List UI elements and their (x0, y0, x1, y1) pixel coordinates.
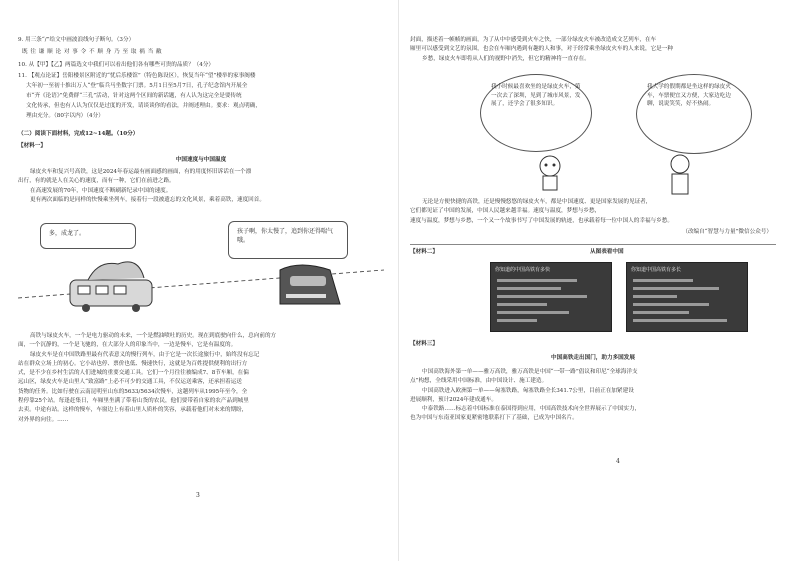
text-line: 点”构想，全线采用中国标准，由中国设计、施工建造。 (410, 378, 548, 385)
text-line: 高铁与绿皮火车，一个是电力驱动的未来，一个是燃油喷吐的历史。现在到底驶向什么，总向前的方 (30, 333, 277, 339)
text-line: 中国高铁海外第一单——雅万高铁，雅万高铁是中国“一带一路”倡议和印尼“全球海洋支 (422, 369, 638, 375)
text-line: 在高速发展的70年，中国速度不断刷新纪录中国的速度。 (30, 187, 172, 194)
divider (410, 244, 776, 245)
bar (633, 319, 727, 322)
bar (633, 279, 693, 282)
speech-bubble-left (40, 223, 136, 249)
text-line: 更有两次面临的是同样的快慢乘坐列车，接着行一段被遗忘的文化风景，乘着高铁，速度回首。 (30, 196, 265, 203)
q11-line: 11. 【观点论证】岳阳楼景区附近的“忧后乐楼馆”（特色陈设区），恢复当年“望”楼举的家事阁楼 (18, 73, 256, 79)
bubble-text: 我大学的假期都是坐这样的绿皮火车，车票便宜又方便，大家边吃边聊，说说笑笑，好不热闹。 (647, 84, 731, 107)
q11-line: 理由充分。（80字以内）（4分） (26, 113, 104, 119)
material-1-intro (18, 168, 384, 205)
source-note: （改编自“智慧与力量”微信公众号） (682, 229, 772, 235)
text-line: 面，一个沉静的，一个是飞驰的，在大部分人的印象当中，一边是慢车，它是有温度的。 (18, 342, 237, 349)
text-line: 绿皮火车是在中国铁路里最有代表意义的慢行列车，由于它是一次长途旅行中，始终没有忘记 (30, 351, 260, 358)
bubble-text: 孩子啊，你太慢了，追到你还得喘气哦。 (237, 228, 334, 244)
text-line: 出行，有的就是人在关心的速度，而有一种，它们在前进之路。 (18, 178, 175, 185)
text-line: 站在群众立场上的初心。它小站也停、票价也低、慢速快行，这就是为百姓提供便利的出行方 (18, 360, 248, 367)
bar (497, 279, 577, 282)
right-page (410, 18, 776, 518)
speech-bubble-child (480, 74, 592, 152)
text-line: 绿皮火车和复兴号高铁，这是2024年春运最有画面感的画面，有的用度怀旧诉话在一个漂 (30, 169, 252, 175)
material-3-body (410, 368, 776, 424)
text-line: 无论是方便快捷的高铁，还是慢慢悠悠的绿皮火车，都是中国速度、更是国家发展的见证者， (422, 199, 652, 205)
text-line: 中泰铁路……标志着中国标准在泰国得到应用，中国高铁技术向全世界展示了中国实力， (422, 406, 641, 413)
bar (633, 311, 689, 314)
bubble-text: 我小时候最喜欢坐的是绿皮火车，第一次去了深圳，见到了城市风景，发展了，还学会了很多知识。 (491, 84, 581, 107)
section-2-heading: （二）阅读下面材料，完成12~14题。（10分） (18, 131, 139, 137)
bar (633, 303, 709, 306)
text-line: 厢里可以感受到文艺的氛围，也会在车厢内遇到有趣的人和事，对于经常乘坐绿皮火车的人来说，它是一种 (410, 46, 673, 53)
text-line: 也为中国与东南亚国家更紧密地联系打下了基础，已成为中国名片。 (410, 415, 578, 422)
bar (497, 295, 587, 298)
bar (497, 311, 569, 314)
text-line: 中国高铁进入欧洲第一单——匈塞铁路，匈塞铁路全长341.7公里，目前正在加紧建设 (422, 387, 634, 394)
bar (497, 319, 537, 322)
bar (497, 303, 547, 306)
text-line: 封面，描述着一帧帧的画面，为了从中中感受到火车之快，一部分绿皮火车被改造成文艺列车，在车 (410, 37, 657, 43)
page-number: 3 (196, 492, 200, 499)
question-10: 10. 从【甲】【乙】两篇选文中我们可以看出他们各有哪些可贵的品质？（4分） (18, 62, 215, 68)
page-crease (398, 0, 399, 561)
adult-character-icon (660, 152, 700, 196)
material-3-title: 中国高铁走出国门，助力多国发展 (551, 355, 635, 361)
bar (497, 287, 561, 290)
bar (633, 295, 677, 298)
question-9: 9. 用三条“/”给文中画波浪线句子断句。（3分） (18, 37, 135, 43)
question-11 (18, 72, 384, 122)
text-line: 对外界的向往。…… (18, 416, 69, 423)
text-line: 进展顺利，预计2024年建成通车。 (410, 396, 497, 403)
text-line: 去卖。中途有站。这样的慢车，车窗边上有着山里人质朴的笑容，承载着他们对未来的期盼， (18, 407, 248, 414)
page-number: 4 (616, 458, 620, 465)
bar (633, 287, 719, 290)
green-train-icon (70, 262, 152, 312)
material-1-title: 中国速度与中国温度 (175, 157, 227, 163)
text-line: 速度与温度，梦想与乡愁，一个又一个故事书写了中国发展的轨迹，也承载着每一位中国人的幸福与乡愁。 (410, 217, 673, 224)
speech-bubble-adult (636, 74, 752, 154)
question-9-text: 既 往 谦 顺 论 对 事 令 不 顺 身 乃 至 取 祸 当 敝 (22, 49, 163, 55)
text-line: 远山区，绿皮火车是山里人“致富路”上必不可少的交通工具，不仅运送乘客，还承担着运送 (18, 379, 242, 386)
text-line: 货物的任务。比如行驶在云南昆明至山东的5633/5634次慢车，这趟列车从1995年至今，全 (18, 388, 248, 395)
high-speed-train-icon (280, 265, 340, 304)
infographic-title: 你知道的中国高铁有多快 (495, 267, 551, 273)
material-1-continued (410, 36, 776, 64)
material-1-label: 【材料一】 (18, 143, 46, 149)
material-2-label: 【材料二】 (410, 249, 438, 255)
text-line: 式，是不少在乡村生活的人们进城的重要交通工具。它们一个月往往被编成7、8节车厢，在偏 (18, 370, 249, 377)
q11-line: 文化传承，但也有人认为仅仅是过度的开发，请谈谈你的看法，并阐述理由。要求：观点明确， (26, 103, 261, 109)
q11-line: 大年初一至初十推出万人“登”临兵马坐数字门票。5月1日至5月7日，孔子纪念馆内开展全 (26, 83, 248, 89)
child-character-icon (530, 152, 570, 192)
infographic-length (626, 262, 748, 332)
left-page (18, 18, 384, 518)
text-line: 程停靠25个站。每逢赶集日，车厢里坐满了带着山货的农民，他们要带着自家的农产品到城里 (18, 398, 249, 405)
material-1-body (18, 332, 384, 425)
infographic-title: 你知道中国高铁有多长 (631, 267, 682, 273)
text-line: 它们都见证了中国的发展，中国人民越来越幸福。速度与温度，梦想与乡愁， (410, 208, 601, 215)
material-2-title: 从图表看中国 (590, 249, 624, 255)
material-1-conclusion (410, 198, 776, 226)
train-cartoon-illustration (18, 250, 384, 320)
q11-line: 市“齐《论语》”免费群“三孔”活动，针对这两个区间的新话题，有人认为这完全是要传统 (26, 93, 242, 99)
material-3-label: 【材料三】 (410, 341, 438, 347)
bubble-text: 多，成龙了。 (49, 230, 86, 237)
infographic-speed (490, 262, 612, 332)
text-line: 乡愁，绿皮火车即将从人们的视野中消失，但它的精神将一直存在。 (422, 55, 590, 62)
